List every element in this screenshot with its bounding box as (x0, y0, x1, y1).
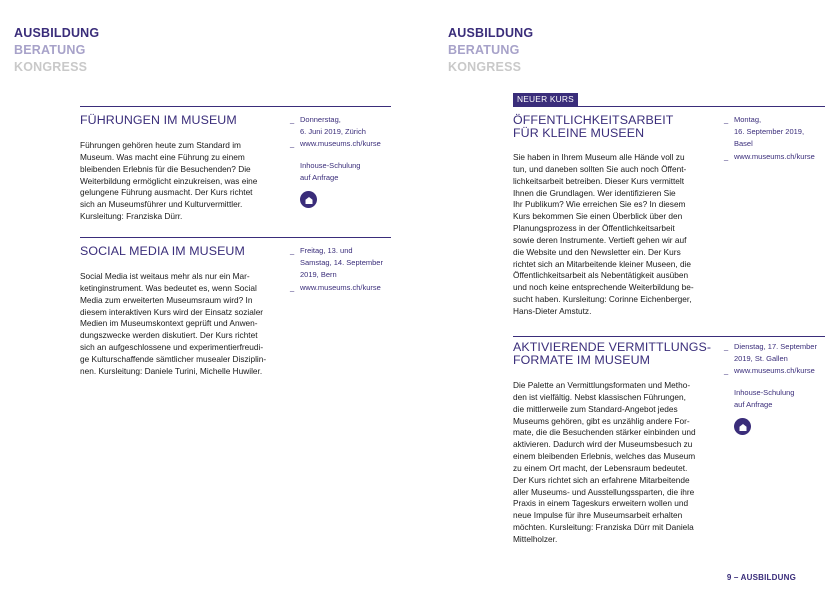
course-link[interactable]: www.museums.ch/kurse (734, 151, 815, 161)
section-divider (80, 237, 391, 238)
new-course-badge: NEUER KURS (513, 93, 578, 106)
course-title: FÜHRUNGEN IM MUSEUM (80, 113, 237, 127)
inhouse-label: Inhouse-Schulung (734, 387, 795, 397)
course-title: AKTIVIERENDE VERMITTLUNGS- FORMATE IM MUSEUM (513, 340, 712, 367)
section-divider (80, 106, 391, 107)
page-footer: 9 – AUSBILDUNG (726, 573, 796, 582)
home-icon (300, 191, 317, 208)
section-divider (513, 106, 825, 107)
course-info: _ Montag, 16. September 2019, Basel _ www.museums.ch/kurse (724, 114, 829, 163)
course-info: _ Freitag, 13. und Samstag, 14. September 2019, Bern _ www.museums.ch/kurse (290, 245, 390, 294)
course-title: ÖFFENTLICHKEITSARBEIT FÜR KLEINE MUSEEN (513, 113, 674, 140)
course-date: _ Freitag, 13. und (290, 246, 353, 255)
course-date: _ Donnerstag, (290, 115, 341, 124)
course-title: SOCIAL MEDIA IM MUSEUM (80, 244, 245, 258)
course-date: _ Montag, (724, 115, 762, 124)
home-icon (734, 418, 751, 435)
course-link[interactable]: www.museums.ch/kurse (300, 139, 381, 149)
section-divider (513, 336, 825, 337)
inhouse-label: Inhouse-Schulung (300, 160, 361, 170)
course-description: Sie haben in Ihrem Museum alle Hände voll zu tun, und daneben sollten Sie auch noch Öffent- lichkeitsarbeit betreiben. Dieser Kurs vermittelt Ihnen die Grundlagen. Wer identifizieren Sie Ihr Publikum? Wie erreichen Sie es? In diesem Kurs bekommen Sie einen Überblick über den Planungsprozess in der Öffentlichkeitsarbeit sowie deren Instrumente. Vertieft gehen wir auf die Website und den Newsletter ein. Der Kurs richtet sich an Mitarbeitende kleiner Museen, die Öffentlichkeitsarbeit als Nebentätigkeit ausüben und noch keine entsprechende Weiterbildung be- sucht haben. Kursleitung: Corinne Eichenberger, Hans-Dieter Amstutz. (513, 152, 694, 316)
brand-beratung: BERATUNG (448, 43, 520, 57)
brand-kongress: KONGRESS (448, 60, 522, 74)
course-link[interactable]: www.museums.ch/kurse (300, 282, 381, 292)
course-info: _ Donnerstag, 6. Juni 2019, Zürich _ www.museums.ch/kurse Inhouse-Schulung auf Anfrage (290, 114, 390, 212)
course-link[interactable]: www.museums.ch/kurse (734, 366, 815, 376)
course-description: Social Media ist weitaus mehr als nur ein Mar- ketinginstrument. Was bedeutet es, wenn Social Media zum erweiterten Museumsraum wird? In diesem interaktiven Kurs wird der Einsatz sozialer Medien im Museumskontext geprüft und Anwen- dungszwecke werden diskutiert. Der Kurs richtet sich an aufgeschlossene und experimentierfreudi- ge Kulturschaffende sämtlicher musealer Disziplin- nen. Kursleitung: Daniele Turini, Michelle Huwiler. (80, 271, 267, 376)
brand-ausbildung: AUSBILDUNG (14, 26, 100, 40)
course-description: Führungen gehören heute zum Standard im Museum. Was macht eine Führung zu einem bleibenden Erlebnis für die Besuchenden? Die Weiterbildung ermöglicht einzukreisen, was eine gelungene Führung ausmacht. Der Kurs richtet sich an Museumsführer und Kulturvermittler. Kursleitung: Franziska Dürr. (80, 140, 258, 222)
course-description: Die Palette an Vermittlungsformaten und Metho- den ist vielfältig. Nebst klassischen Führungen, die mittlerweile zum Standard-Angebot jedes Museums gehören, gibt es unzählig andere For- mate, die die Besuchenden stärker einbinden und aktivieren. Dadurch wird der Museumsbesuch zu einem bleibenden Erlebnis, welches das Museum zu einem Ort macht, der Lebensraum bedeutet. Der Kurs richtet sich an erfahrene Mitarbeitende aller Museums- und Ausstellungssparten, die ihre Praxis in einem Tageskurs erweitern wollen und neue Impulse für ihre Museumsarbeit erhalten möchten. Kursleitung: Franziska Dürr mit Daniela Mittelholzer. (513, 380, 696, 544)
brand-logo-right (448, 25, 533, 76)
course-info: _ Dienstag, 17. September 2019, St. Gallen _ www.museums.ch/kurse Inhouse-Schulung auf Anfrage (724, 341, 832, 439)
brand-beratung: BERATUNG (14, 43, 86, 57)
brand-ausbildung: AUSBILDUNG (448, 26, 534, 40)
course-date: _ Dienstag, 17. September (724, 342, 817, 351)
brand-kongress: KONGRESS (14, 60, 88, 74)
brand-logo-left (14, 25, 99, 76)
